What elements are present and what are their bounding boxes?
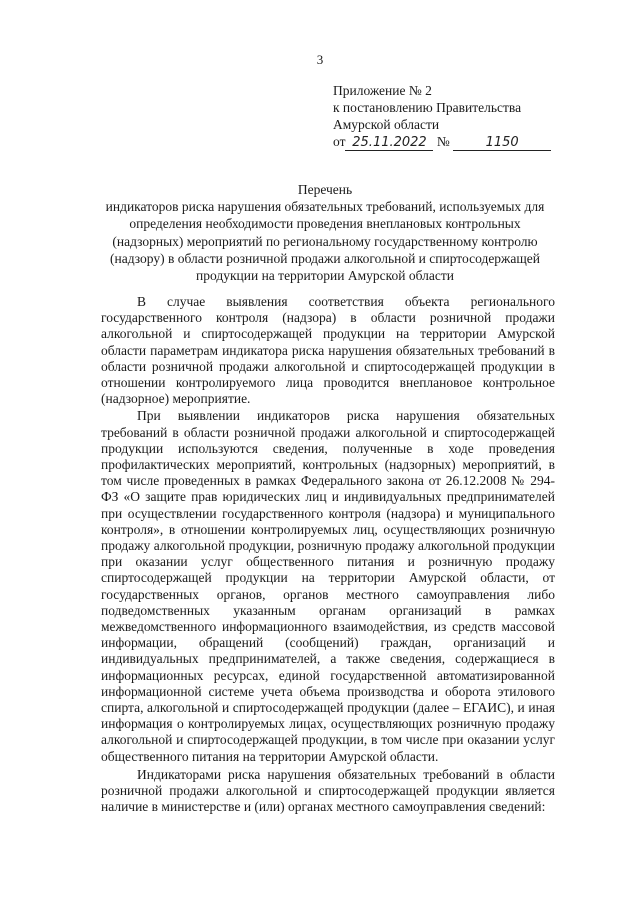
page-number: 3 <box>316 52 324 67</box>
appendix-title: Приложение № 2 <box>333 83 432 98</box>
body-paragraph: Индикаторами риска нарушения обязательных требований в области розничной продажи алкогольной и спиртосодержащей продукции является наличие в министерстве и (или) органах местного самоуправления сведений: <box>101 766 555 815</box>
handwritten-date: 25.11.2022 <box>345 136 433 151</box>
title-line: продукции на территории Амурской области <box>196 268 454 284</box>
title-line: (надзорных) мероприятий по региональному государственному контролю <box>112 233 538 249</box>
appendix-block <box>333 82 613 151</box>
handwritten-number: 1150 <box>453 136 551 151</box>
document-title <box>90 181 560 284</box>
appendix-region: Амурской области <box>333 117 440 132</box>
body-paragraph: В случае выявления соответствия объекта регионального государственного контроля (надзора) в области розничной продажи алкогольной и спиртосодержащей продукции на территории Амурской области параметрам индикатора риска нарушения обязательных требований в области розничной продажи алкогольной и спиртосодержащей продукции в отношении контролируемого лица проводится внеплановое контрольное (надзорное) мероприятие. <box>101 294 555 407</box>
title-line: определения необходимости проведения внеплановых контрольных <box>129 216 521 232</box>
appendix-date-line <box>333 133 613 151</box>
number-prefix: № <box>436 134 450 149</box>
document-body <box>101 294 555 816</box>
title-heading: Перечень <box>297 182 353 197</box>
title-line: индикаторов риска нарушения обязательных требований, используемых для <box>105 199 545 215</box>
title-line: (надзору) в области розничной продажи алкогольной и спиртосодержащей <box>110 250 540 266</box>
appendix-reference: к постановлению Правительства <box>333 100 522 115</box>
date-prefix: от <box>333 134 346 149</box>
body-paragraph: При выявлении индикаторов риска нарушения обязательных требований в области розничной продажи алкогольной и спиртосодержащей продукции используются сведения, полученные в ходе проведения профилактических мероприятий, контрольных (надзорных) мероприятий, в том числе проведенных в рамках Федерального закона от 26.12.2008 № 294-ФЗ «О защите прав юридических лиц и индивидуальных предпринимателей при осуществлении государственного контроля (надзора) и муниципального контроля», в отношении контролируемых лиц, осуществляющих розничную продажу алкогольной продукции, розничную продажу алкогольной продукции при оказании услуг общественного питания и розничную продажу спиртосодержащей продукции на территории Амурской области, от государственных органов, органов местного самоуправления либо подведомственных указанным органам организаций в рамках межведомственного информационного взаимодействия, из средств массовой информации, обращений (сообщений) граждан, организаций и индивидуальных предпринимателей, а также сведения, содержащиеся в информационных ресурсах, единой государственной автоматизированной информационной системе учета объема производства и оборота этилового спирта, алкогольной и спиртосодержащей продукции (далее – ЕГАИС), и иная информация о контролируемых лицах, осуществляющих розничную продажу алкогольной и спиртосодержащей продукции, в том числе при оказании услуг общественного питания на территории Амурской области. <box>101 408 555 764</box>
